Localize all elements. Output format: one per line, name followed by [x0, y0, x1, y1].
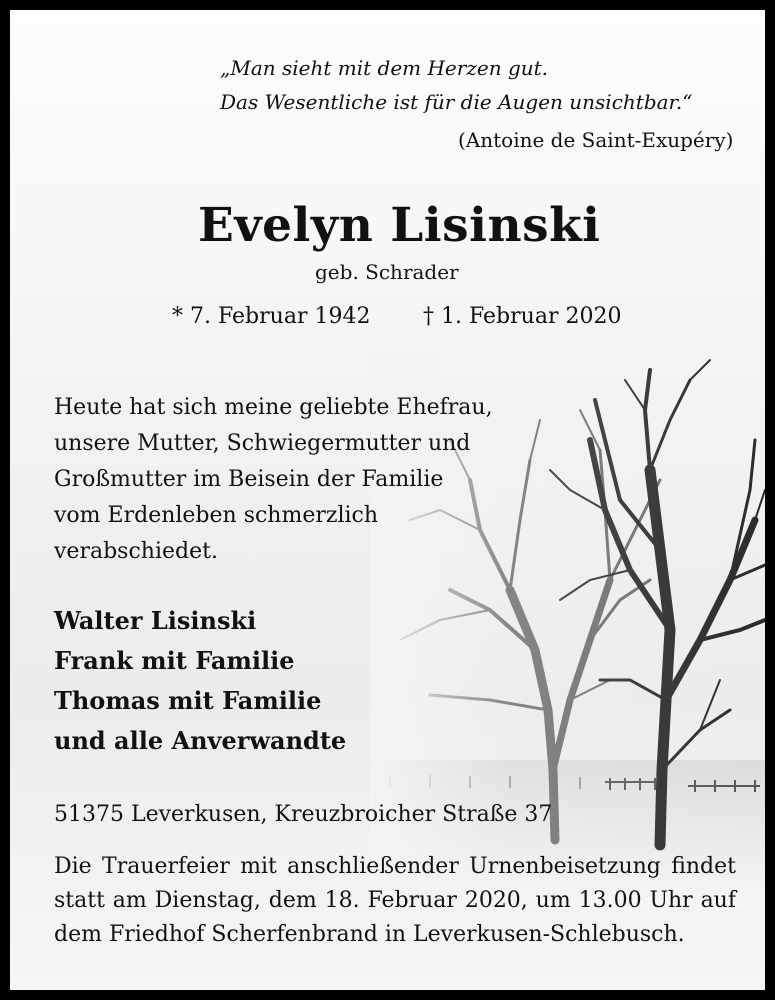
funeral-line: statt am Dienstag, dem 18. Februar 2020, um 13.00 Uhr auf: [54, 888, 736, 913]
funeral-line: dem Friedhof Scherfenbrand in Leverkusen-Schlebusch.: [54, 922, 685, 947]
maiden-name: geb. Schrader: [315, 260, 459, 284]
funeral-info: [54, 850, 736, 952]
address: 51375 Leverkusen, Kreuzbroicher Straße 37: [54, 802, 553, 827]
death-date: † 1. Februar 2020: [423, 304, 622, 329]
funeral-line: Die Trauerfeier mit anschließender Urnenbeisetzung findet: [54, 854, 736, 879]
mourner-name: Walter Lisinski: [54, 606, 257, 635]
message-line: verabschiedet.: [54, 539, 218, 564]
mourner-name: Frank mit Familie: [54, 646, 295, 675]
mourner-name: Thomas mit Familie: [54, 686, 322, 715]
mourner-name: und alle Anverwandte: [54, 726, 347, 755]
quote-line-2: Das Wesentliche ist für die Augen unsichtbar.“: [220, 90, 693, 114]
message-line: Heute hat sich meine geliebte Ehefrau,: [54, 395, 493, 420]
deceased-name: Evelyn Lisinski: [198, 198, 601, 253]
quote-author: (Antoine de Saint-Exupéry): [458, 128, 734, 152]
quote-line-1: „Man sieht mit dem Herzen gut.: [220, 56, 549, 80]
message-line: vom Erdenleben schmerzlich: [54, 503, 379, 528]
message-line: unsere Mutter, Schwiegermutter und: [54, 431, 471, 456]
message-text: [54, 390, 493, 570]
birth-date: * 7. Februar 1942: [172, 304, 371, 329]
message-line: Großmutter im Beisein der Familie: [54, 467, 444, 492]
obituary-notice: [10, 10, 765, 990]
